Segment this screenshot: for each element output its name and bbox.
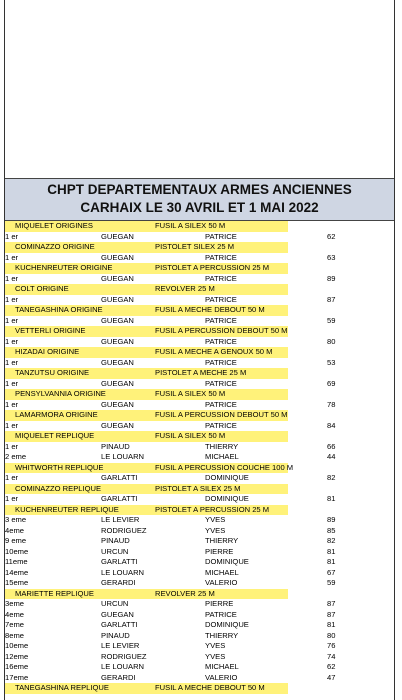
result-score: 89	[327, 273, 336, 283]
result-rank: 2 eme	[5, 452, 27, 461]
result-rank: 14eme	[5, 567, 29, 577]
result-rank: 1 er	[5, 494, 19, 503]
result-rank: 16eme	[5, 662, 29, 671]
result-first-name: PATRICE	[205, 252, 237, 262]
result-rank: 15eme	[5, 578, 29, 587]
event-weapon: FUSIL A MECHE DEBOUT 50 M	[155, 683, 265, 692]
result-last-name: GARLATTI	[101, 473, 138, 482]
result-first-name: PATRICE	[205, 357, 237, 367]
result-rank: 8eme	[5, 630, 24, 640]
result-last-name: LE LOUARN	[101, 452, 145, 461]
result-first-name: DOMINIQUE	[205, 557, 249, 566]
result-score: 81	[327, 557, 336, 566]
result-score: 67	[327, 567, 336, 577]
result-score: 59	[327, 578, 336, 587]
result-row	[5, 232, 394, 243]
result-rank: 10eme	[5, 641, 29, 650]
event-name: MIQUELET ORIGINES	[15, 221, 93, 230]
event-name: TANEGASHINA ORIGINE	[15, 305, 103, 314]
result-row	[5, 599, 394, 610]
result-first-name: DOMINIQUE	[205, 494, 249, 503]
event-weapon: PISTOLET A PERCUSSION 25 M	[155, 263, 270, 272]
event-name: TANEGASHINA REPLIQUE	[15, 683, 109, 692]
result-score: 59	[327, 315, 336, 325]
result-first-name: PATRICE	[205, 420, 237, 430]
event-header	[5, 589, 394, 600]
result-score: 89	[327, 515, 336, 524]
result-first-name: MICHAEL	[205, 567, 239, 577]
event-name: WHITWORTH REPLIQUE	[15, 462, 104, 472]
event-header	[5, 389, 394, 400]
result-rank: 1 er	[5, 441, 19, 451]
result-score: 84	[327, 420, 336, 430]
result-first-name: PATRICE	[205, 273, 237, 283]
result-row	[5, 442, 394, 453]
results-list	[5, 221, 394, 694]
result-row	[5, 536, 394, 547]
result-row	[5, 358, 394, 369]
result-row	[5, 547, 394, 558]
result-first-name: PATRICE	[205, 336, 237, 346]
result-first-name: YVES	[205, 651, 226, 661]
result-rank: 12eme	[5, 651, 29, 661]
result-row	[5, 274, 394, 285]
result-rank: 1 er	[5, 294, 19, 304]
result-last-name: GARLATTI	[101, 494, 138, 503]
result-first-name: YVES	[205, 515, 226, 524]
result-row	[5, 652, 394, 663]
event-name: HIZADAI ORIGINE	[15, 347, 80, 356]
event-header	[5, 505, 394, 516]
result-last-name: GUEGAN	[101, 378, 134, 388]
result-rank: 1 er	[5, 420, 19, 430]
event-header	[5, 484, 394, 495]
result-row	[5, 568, 394, 579]
result-first-name: YVES	[205, 525, 226, 535]
result-rank: 1 er	[5, 252, 19, 262]
result-score: 78	[327, 399, 336, 409]
result-score: 53	[327, 357, 336, 367]
result-row	[5, 421, 394, 432]
event-weapon: FUSIL A PERCUSSION DEBOUT 50 M	[155, 410, 288, 419]
result-rank: 1 er	[5, 399, 19, 409]
result-score: 44	[327, 452, 336, 461]
result-score: 81	[327, 494, 336, 503]
event-weapon: PISTOLET A SILEX 25 M	[155, 483, 241, 493]
event-weapon: FUSIL A PERCUSSION DEBOUT 50 M	[155, 326, 288, 335]
result-rank: 1 er	[5, 273, 19, 283]
result-first-name: THIERRY	[205, 536, 239, 545]
result-score: 80	[327, 336, 336, 346]
event-header	[5, 326, 394, 337]
result-last-name: GUEGAN	[101, 273, 134, 283]
event-name: TANZUTSU ORIGINE	[15, 368, 90, 377]
page-title: CHPT DEPARTEMENTAUX ARMES ANCIENNES	[47, 182, 352, 197]
result-score: 82	[327, 473, 336, 482]
event-weapon: FUSIL A MECHE A GENOUX 50 M	[155, 347, 273, 356]
result-first-name: PATRICE	[205, 315, 237, 325]
event-header	[5, 431, 394, 442]
event-name: PENSYLVANNIA ORIGINE	[15, 389, 106, 398]
result-last-name: PINAUD	[101, 536, 130, 545]
result-first-name: THIERRY	[205, 630, 239, 640]
result-last-name: URCUN	[101, 546, 129, 556]
result-last-name: GUEGAN	[101, 357, 134, 367]
result-rank: 9 eme	[5, 536, 27, 545]
result-row	[5, 316, 394, 327]
result-score: 82	[327, 536, 336, 545]
result-row	[5, 337, 394, 348]
result-last-name: GUEGAN	[101, 336, 134, 346]
result-row	[5, 526, 394, 537]
result-last-name: PINAUD	[101, 630, 130, 640]
event-header	[5, 463, 394, 474]
result-score: 87	[327, 294, 336, 304]
event-header	[5, 683, 394, 694]
result-row	[5, 253, 394, 264]
event-weapon: PISTOLET A MECHE 25 M	[155, 368, 247, 377]
event-weapon: PISTOLET A PERCUSSION 25 M	[155, 504, 270, 514]
event-header	[5, 221, 394, 232]
result-row	[5, 662, 394, 673]
event-header	[5, 284, 394, 295]
result-first-name: MICHAEL	[205, 452, 239, 461]
event-weapon: FUSIL A MECHE DEBOUT 50 M	[155, 305, 265, 314]
result-last-name: LE LEVIER	[101, 641, 140, 650]
result-row	[5, 610, 394, 621]
result-row	[5, 578, 394, 589]
result-last-name: GUEGAN	[101, 315, 134, 325]
result-row	[5, 379, 394, 390]
result-first-name: DOMINIQUE	[205, 473, 249, 482]
event-name: LAMARMORA ORIGINE	[15, 410, 98, 419]
event-name: KUCHENREUTER REPLIQUE	[15, 504, 119, 514]
result-row	[5, 631, 394, 642]
result-rank: 1 er	[5, 315, 19, 325]
result-last-name: GERARDI	[101, 578, 136, 587]
result-last-name: RODRIGUEZ	[101, 525, 147, 535]
result-row	[5, 473, 394, 484]
result-first-name: PATRICE	[205, 378, 237, 388]
result-first-name: PIERRE	[205, 599, 234, 608]
event-header	[5, 347, 394, 358]
result-rank: 3eme	[5, 599, 24, 608]
result-last-name: GARLATTI	[101, 620, 138, 629]
result-score: 80	[327, 630, 336, 640]
result-last-name: GUEGAN	[101, 231, 134, 241]
event-weapon: REVOLVER 25 M	[155, 284, 215, 293]
result-first-name: PIERRE	[205, 546, 234, 556]
result-score: 76	[327, 641, 336, 650]
result-first-name: PATRICE	[205, 231, 237, 241]
result-last-name: RODRIGUEZ	[101, 651, 147, 661]
event-name: COMINAZZO REPLIQUE	[15, 483, 102, 493]
result-score: 47	[327, 672, 336, 682]
title-block	[5, 178, 394, 221]
result-last-name: GUEGAN	[101, 252, 134, 262]
result-rank: 10eme	[5, 546, 29, 556]
result-row	[5, 295, 394, 306]
result-score: 81	[327, 546, 336, 556]
result-score: 69	[327, 378, 336, 388]
event-header	[5, 242, 394, 253]
result-rank: 1 er	[5, 336, 19, 346]
result-rank: 1 er	[5, 231, 19, 241]
result-score: 62	[327, 231, 336, 241]
result-last-name: GERARDI	[101, 672, 136, 682]
result-first-name: DOMINIQUE	[205, 620, 249, 629]
event-weapon: PISTOLET SILEX 25 M	[155, 242, 235, 251]
event-name: MARIETTE REPLIQUE	[15, 588, 94, 598]
result-last-name: GUEGAN	[101, 420, 134, 430]
result-row	[5, 620, 394, 631]
event-weapon: FUSIL A SILEX 50 M	[155, 221, 226, 230]
result-row	[5, 557, 394, 568]
result-last-name: GUEGAN	[101, 294, 134, 304]
result-first-name: VALERIO	[205, 672, 238, 682]
result-rank: 3 eme	[5, 515, 27, 524]
result-rank: 7eme	[5, 620, 24, 629]
event-header	[5, 305, 394, 316]
result-score: 63	[327, 252, 336, 262]
result-first-name: VALERIO	[205, 578, 238, 587]
result-first-name: YVES	[205, 641, 226, 650]
result-first-name: MICHAEL	[205, 662, 239, 671]
result-rank: 1 er	[5, 473, 19, 482]
event-name: KUCHENREUTER ORIGINE	[15, 263, 113, 272]
result-last-name: LE LEVIER	[101, 515, 140, 524]
result-row	[5, 641, 394, 652]
event-name: COLT ORIGINE	[15, 284, 69, 293]
event-name: MIQUELET REPLIQUE	[15, 431, 95, 440]
event-header	[5, 263, 394, 274]
result-last-name: LE LOUARN	[101, 567, 145, 577]
result-score: 81	[327, 620, 336, 629]
page-subtitle: CARHAIX LE 30 AVRIL ET 1 MAI 2022	[80, 200, 319, 215]
result-row	[5, 400, 394, 411]
result-row	[5, 494, 394, 505]
result-first-name: THIERRY	[205, 441, 239, 451]
event-header	[5, 410, 394, 421]
result-rank: 4eme	[5, 609, 24, 619]
result-rank: 4eme	[5, 525, 24, 535]
result-row	[5, 673, 394, 684]
result-first-name: PATRICE	[205, 294, 237, 304]
result-last-name: GUEGAN	[101, 399, 134, 409]
result-last-name: URCUN	[101, 599, 129, 608]
result-rank: 17eme	[5, 672, 29, 682]
result-score: 87	[327, 609, 336, 619]
result-rank: 1 er	[5, 378, 19, 388]
result-score: 62	[327, 662, 336, 671]
event-name: VETTERLI ORIGINE	[15, 326, 86, 335]
event-name: COMINAZZO ORIGINE	[15, 242, 95, 251]
result-first-name: PATRICE	[205, 609, 237, 619]
result-last-name: GUEGAN	[101, 609, 134, 619]
result-row	[5, 515, 394, 526]
result-last-name: PINAUD	[101, 441, 130, 451]
result-score: 74	[327, 651, 336, 661]
result-rank: 1 er	[5, 357, 19, 367]
event-weapon: FUSIL A SILEX 50 M	[155, 389, 226, 398]
event-weapon: FUSIL A PERCUSSION COUCHE 100 M	[155, 462, 294, 472]
result-score: 85	[327, 525, 336, 535]
result-score: 87	[327, 599, 336, 608]
result-row	[5, 452, 394, 463]
result-last-name: LE LOUARN	[101, 662, 145, 671]
result-rank: 11eme	[5, 557, 28, 566]
event-weapon: FUSIL A SILEX 50 M	[155, 431, 226, 440]
result-first-name: PATRICE	[205, 399, 237, 409]
result-score: 66	[327, 441, 336, 451]
result-last-name: GARLATTI	[101, 557, 138, 566]
event-weapon: REVOLVER 25 M	[155, 588, 215, 598]
event-header	[5, 368, 394, 379]
